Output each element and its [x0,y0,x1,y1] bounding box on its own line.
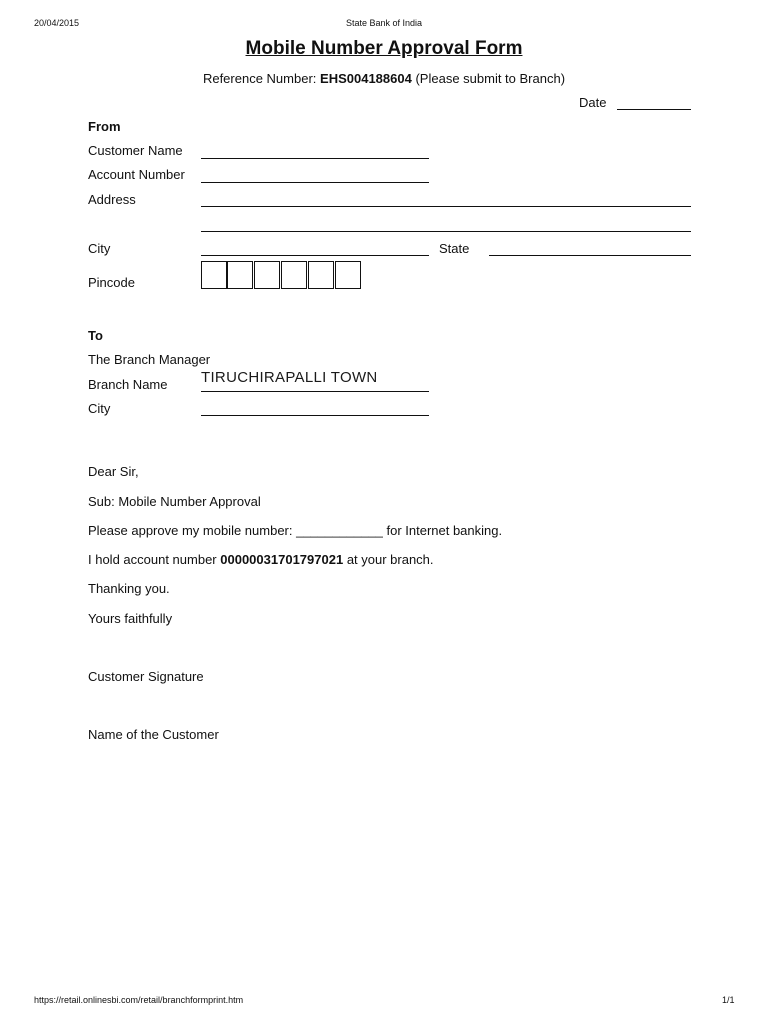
account-sentence [88,552,434,567]
address-label: Address [88,192,136,207]
footer-page-number: 1/1 [722,995,735,1005]
print-date: 20/04/2015 [34,18,80,28]
form-title: Mobile Number Approval Form [245,38,523,59]
date-field[interactable] [617,109,691,110]
state-field[interactable] [489,255,691,256]
pincode-digit-box[interactable] [281,261,307,289]
customer-name-field[interactable] [201,158,429,159]
from-heading: From [88,119,121,134]
pincode-digit-box[interactable] [308,261,334,289]
footer-url: https://retail.onlinesbi.com/retail/branchformprint.htm [34,995,244,1005]
reference-line [0,71,768,86]
customer-name-signoff-label: Name of the Customer [88,727,219,742]
to-heading: To [88,328,103,343]
signature-label: Customer Signature [88,669,204,684]
closing-line: Yours faithfully [88,611,173,626]
city-field[interactable] [201,255,429,256]
pincode-digit-box[interactable] [227,261,253,289]
pincode-digit-box[interactable] [201,261,227,289]
customer-name-label: Customer Name [88,143,183,158]
recipient-title: The Branch Manager [88,352,211,367]
reference-note: (Please submit to Branch) [415,71,566,86]
reference-label: Reference Number: [202,71,317,86]
pincode-digit-box[interactable] [335,261,361,289]
account-number-label: Account Number [88,167,185,182]
subject-line: Sub: Mobile Number Approval [88,494,261,509]
date-label: Date [579,95,607,110]
account-sentence-prefix: I hold account number [88,552,217,567]
account-number-field[interactable] [201,182,429,183]
account-number-value: 00000031701797021 [220,552,344,567]
salutation: Dear Sir, [88,464,139,479]
branch-name-value: TIRUCHIRAPALLI TOWN [201,369,378,386]
state-label: State [439,241,470,256]
thanks-line: Thanking you. [88,581,170,596]
approve-text: Please approve my mobile number: ____________ for Internet banking. [88,523,503,538]
branch-city-field[interactable] [201,415,429,416]
branch-name-field[interactable] [201,391,429,392]
address-field-line-2[interactable] [201,231,691,232]
city-label: City [88,241,111,256]
account-sentence-suffix: at your branch. [346,552,434,567]
pincode-digit-box[interactable] [254,261,280,289]
branch-name-label: Branch Name [88,377,168,392]
pincode-label: Pincode [88,275,135,290]
address-field-line-1[interactable] [201,206,691,207]
branch-city-label: City [88,401,111,416]
print-header-title: State Bank of India [345,18,423,28]
reference-number: EHS004188604 [320,71,412,86]
